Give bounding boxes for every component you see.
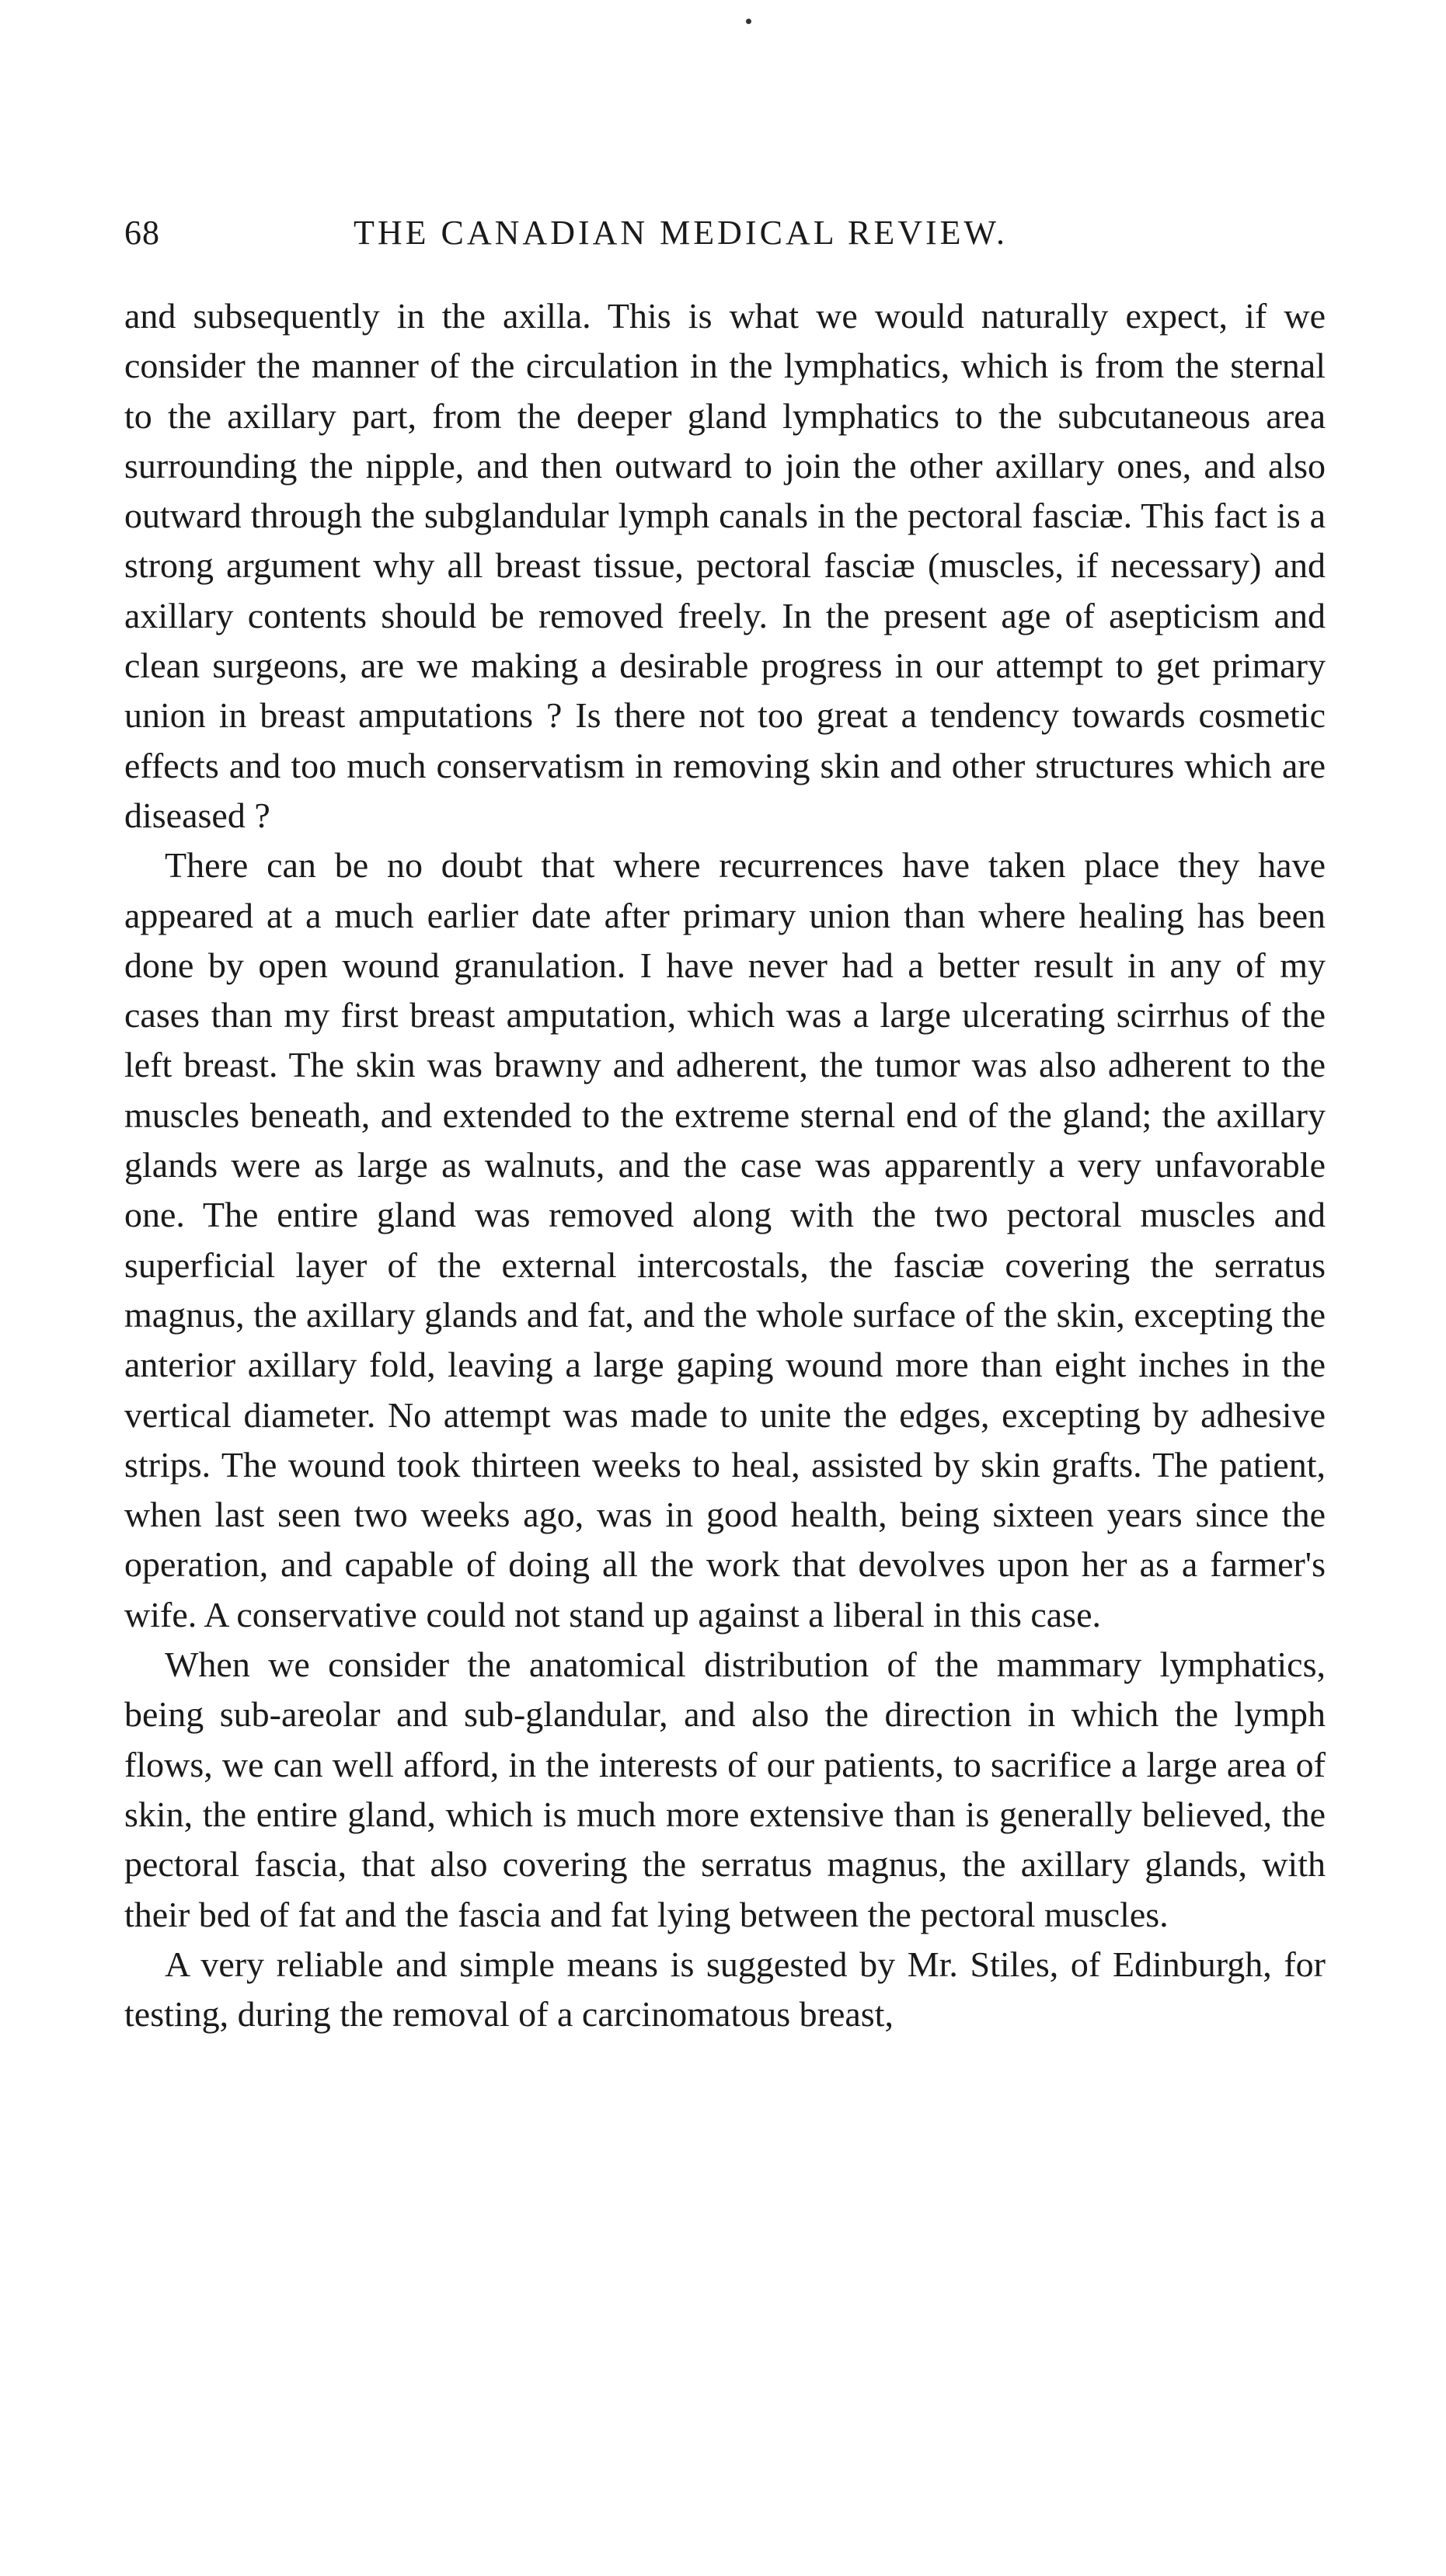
paragraph-4: A very reliable and simple means is suggested by Mr. Stiles, of Edinburgh, for testing, during the removal of a carcinomatous breast, (124, 1944, 1326, 2035)
paragraph-2: There can be no doubt that where recurrences have taken place they have appeared at a much earlier date after primary union than where healing has been done by open wound granulation. I have never had a better result in any of my cases than my first breast amputation, which was a large ulcerating scirrhus of the left breast. The skin was brawny and adherent, the tumor was also adherent to the muscles beneath, and extended to the extreme sternal end of the gland; the axillary glands were as large as walnuts, and the case was apparently a very unfavorable one. The entire gland was removed along with the two pectoral muscles and superficial layer of the external intercostals, the fasciæ covering the serratus magnus, the axillary glands and fat, and the whole surface of the skin, excepting the anterior axillary fold, leaving a large gaping wound more than eight inches in the vertical diameter. No attempt was made to unite the edges, excepting by adhesive strips. The wound took thirteen weeks to heal, assisted by skin grafts. The patient, when last seen two weeks ago, was in good health, being sixteen years since the operation, and capable of doing all the work that devolves upon her as a farmer's wife. A conservative could not stand up against a liberal in this case. (124, 845, 1326, 1634)
journal-title: THE CANADIAN MEDICAL REVIEW. (354, 214, 1008, 252)
paragraph-3: When we consider the anatomical distribution of the mammary lymphatics, being sub-areolar and sub-glandular, and also the direction in which the lymph flows, we can well afford, in the interests of our patients, to sacrifice a large area of skin, the entire gland, which is much more extensive than is generally believed, the pectoral fascia, that also covering the serratus magnus, the axillary glands, with their bed of fat and the fascia and fat lying between the pectoral muscles. (124, 1645, 1326, 1934)
body-text (124, 291, 1326, 2039)
print-speck (746, 19, 751, 24)
page-number: 68 (124, 214, 160, 252)
running-head (124, 210, 1326, 264)
paragraph-1: and subsequently in the axilla. This is what we would naturally expect, if we consider the manner of the circulation in the lymphatics, which is from the sternal to the axillary part, from the deeper gland lymphatics to the subcutaneous area surrounding the nipple, and then outward to join the other axillary ones, and also outward through the subglandular lymph canals in the pectoral fasciæ. This fact is a strong argument why all breast tissue, pectoral fasciæ (muscles, if necessary) and axillary contents should be removed freely. In the present age of asepticism and clean surgeons, are we making a desirable progress in our attempt to get primary union in breast amputations ? Is there not too great a tendency towards cosmetic effects and too much conservatism in removing skin and other structures which are diseased ? (124, 296, 1326, 835)
